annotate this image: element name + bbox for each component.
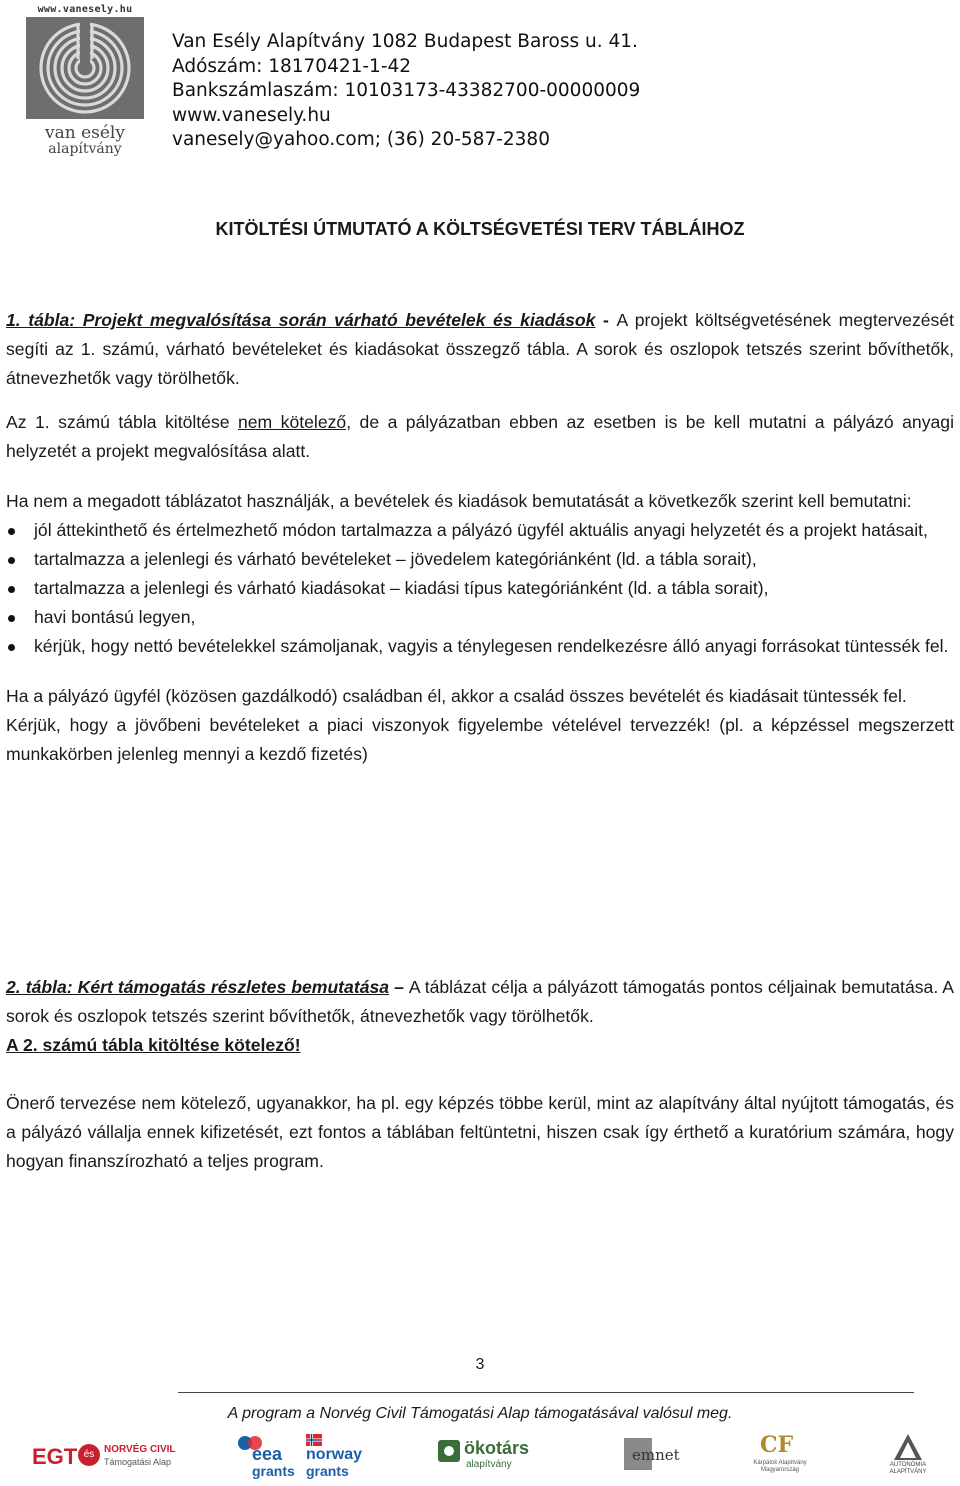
karpatok-alapitvany-logo (750, 1430, 810, 1482)
norway-text: norway (306, 1446, 363, 1463)
page-title: KITÖLTÉSI ÚTMUTATÓ A KÖLTSÉGVETÉSI TERV TÁBLÁIHOZ (215, 219, 745, 239)
autonomia-mark-icon (894, 1434, 922, 1460)
list-item-text: kérjük, hogy nettó bevételekkel számoljanak, vagyis a ténylegesen rendelkezésre álló anyagi forrásokat tüntessék fel. (34, 636, 949, 656)
section-2-text: A táblázat célja a pályázott támogatás pontos céljainak bemutatása. A sorok és oszlopok tetszés szerint bővíthetők, átnevezhetők vagy törölhetők. (6, 977, 954, 1026)
section-1-text: A projekt költségvetésének megtervezését segíti az 1. számú, várható bevételeket és kiadásokat összegző tábla. A sorok és oszlopok tetszés szerint bővíthetők, átnevezhetők vagy törölhetők. (6, 310, 955, 388)
es-text: és (78, 1444, 100, 1466)
section-2-intro (6, 973, 954, 1031)
section-2-dash: – (389, 977, 409, 997)
bullet-icon (8, 557, 15, 564)
section-1-intro (6, 306, 954, 393)
bullet-icon (8, 528, 15, 535)
section-1 (6, 306, 954, 769)
list-item (6, 574, 954, 603)
list-item-text: tartalmazza a jelenlegi és várható kiadásokat – kiadási típus kategóriánként (ld. a tábla sorait), (34, 578, 769, 598)
bullet-icon (8, 615, 15, 622)
list-item (6, 632, 954, 661)
bullet-icon (8, 644, 15, 651)
section-2 (6, 973, 954, 1176)
list-item-text: havi bontású legyen, (34, 607, 196, 627)
list-item (6, 516, 954, 545)
org-contact[interactable]: vanesely@yahoo.com; (36) 20-587-2380 (172, 129, 550, 150)
optional-note-part-b: de a pályázatban ebben az esetben is be kell mutatni a pályázó anyagi helyzetét a projekt megvalósítása alatt. (6, 412, 954, 461)
page-number: 3 (475, 1356, 485, 1373)
org-website-link[interactable]: www.vanesely.hu (172, 104, 331, 126)
tamogatasi-alap-text: Támogatási Alap (104, 1457, 172, 1467)
emnet-text: emnet (632, 1446, 680, 1464)
footer-note: A program a Norvég Civil Támogatási Alap támogatásával valósul meg. (227, 1405, 733, 1422)
van-esely-logo (22, 4, 148, 157)
requirements-list (6, 516, 954, 661)
cf-text: CF (760, 1432, 794, 1458)
list-item (6, 603, 954, 632)
section-1-dash: - (595, 310, 617, 330)
norway-grants-logo (302, 1430, 364, 1482)
eea-text: eea (252, 1444, 283, 1464)
cf-sub-text: Kárpátok Alapítvány Magyarország (753, 1460, 807, 1473)
list-item-text: tartalmazza a jelenlegi és várható bevételeket – jövedelem kategóriánként (ld. a tábla sorait), (34, 549, 757, 569)
norveg-civil-text: NORVÉG CIVIL (104, 1444, 176, 1455)
section-1-optional-note (6, 408, 954, 466)
logo-name-line2: alapítvány (48, 141, 122, 157)
eea-grants-text: grants (252, 1463, 295, 1479)
norway-flag-icon (306, 1434, 322, 1446)
logo-site-text: www.vanesely.hu (37, 4, 133, 15)
list-item (6, 545, 954, 574)
sponsor-logos (0, 1430, 960, 1482)
okotars-logo (438, 1430, 543, 1482)
org-name-address: Van Esély Alapítvány 1082 Budapest Baross u. 41. (172, 31, 638, 52)
org-tax-number: Adószám: 18170421-1-42 (172, 55, 412, 77)
labyrinth-icon (22, 15, 148, 121)
section-1-heading: 1. tábla: Projekt megvalósítása során várható bevételek és kiadások (6, 310, 596, 330)
bullet-icon (8, 586, 15, 593)
okotars-text: ökotárs (464, 1438, 530, 1458)
section-2-own-contribution-note: Önerő tervezése nem kötelező, ugyanakkor, ha pl. egy képzés többe kerül, mint az alapítvány által nyújtott támogatás, és a pályázó vállalja ennek kifizetését, ezt fontos a táblában feltüntetni, hiszen csak így érthető a kuratórium számára, hogy hogyan finanszírozható a teljes program. (6, 1093, 954, 1171)
optional-note-part-a: Az 1. számú tábla kitöltése (6, 412, 238, 432)
okotars-sub-text: alapítvány (466, 1459, 512, 1470)
optional-note-underlined: nem kötelező, (237, 412, 352, 432)
section-2-heading: 2. tábla: Kért támogatás részletes bemutatása (6, 977, 390, 997)
egt-norveg-civil-logo (32, 1430, 177, 1482)
autonomia-text: AUTONÓMIA ALAPÍTVÁNY (889, 1462, 927, 1475)
egt-text: EGT (32, 1444, 78, 1469)
list-item-text: jól áttekinthető és értelmezhető módon tartalmazza a pályázó ügyfél aktuális anyagi helyzetét és a projekt hatásait, (34, 520, 928, 540)
emnet-logo (624, 1430, 684, 1482)
norway-grants-text: grants (306, 1463, 349, 1479)
okotars-mark-icon (438, 1440, 460, 1462)
section-1-family-note: Ha a pályázó ügyfél (közösen gazdálkodó) családban él, akkor a család összes bevételét és kiadásait tüntessék fel. (6, 686, 907, 706)
autonomia-alapitvany-logo (880, 1430, 936, 1482)
section-2-mandatory-note: A 2. számú tábla kitöltése kötelező! (6, 1035, 301, 1055)
organization-header (172, 30, 640, 153)
logo-name-line1: van esély (45, 123, 125, 143)
eea-grants-logo (236, 1430, 298, 1482)
section-1-alternative-intro: Ha nem a megadott táblázatot használják, a bevételek és kiadások bemutatását a következők szerint kell bemutatni: (6, 491, 912, 511)
section-1-future-income-note: Kérjük, hogy a jövőbeni bevételeket a piaci viszonyok figyelembe vételével tervezzék! (pl. a képzéssel megszerzett munkakörben jelenleg mennyi a kezdő fizetés) (6, 715, 954, 764)
org-bank-account: Bankszámlaszám: 10103173-43382700-00000009 (172, 80, 641, 101)
footer-divider (178, 1392, 914, 1393)
